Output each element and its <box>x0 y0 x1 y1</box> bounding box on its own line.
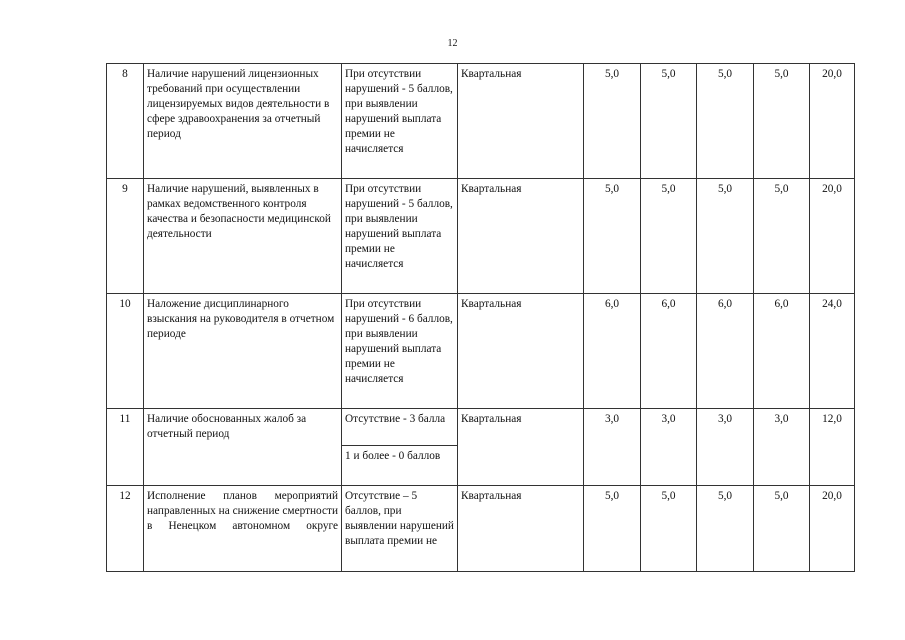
row-number: 9 <box>107 179 144 294</box>
quarter-value-1: 5,0 <box>584 179 641 294</box>
total-value: 20,0 <box>810 179 855 294</box>
criterion-name: Наличие нарушений лицензионных требований при осуществлении лицензируемых видов деятельности в сфере здравоохранения за отчетный период <box>144 64 342 179</box>
table-row <box>107 486 855 572</box>
criteria-table <box>106 63 855 572</box>
quarter-value-2: 5,0 <box>641 486 697 572</box>
criterion-name: Наложение дисциплинарного взыскания на руководителя в отчетном периоде <box>144 294 342 409</box>
scoring-rule: Отсутствие - 3 балла <box>342 409 458 446</box>
table-row <box>107 409 855 446</box>
quarter-value-1: 6,0 <box>584 294 641 409</box>
scoring-rule: При отсутствии нарушений - 5 баллов, при выявлении нарушений выплата премии не начисляется <box>342 64 458 179</box>
quarter-value-3: 5,0 <box>697 64 754 179</box>
frequency: Квартальная <box>458 64 584 179</box>
quarter-value-4: 6,0 <box>754 294 810 409</box>
quarter-value-3: 6,0 <box>697 294 754 409</box>
quarter-value-1: 5,0 <box>584 64 641 179</box>
total-value: 20,0 <box>810 486 855 572</box>
quarter-value-4: 5,0 <box>754 64 810 179</box>
quarter-value-2: 6,0 <box>641 294 697 409</box>
total-value: 12,0 <box>810 409 855 486</box>
table-row <box>107 179 855 294</box>
quarter-value-3: 5,0 <box>697 486 754 572</box>
scoring-rule: Отсутствие – 5 баллов, при выявлении нарушений выплата премии не <box>342 486 458 572</box>
quarter-value-2: 5,0 <box>641 179 697 294</box>
quarter-value-2: 3,0 <box>641 409 697 486</box>
row-number: 12 <box>107 486 144 572</box>
table-row <box>107 64 855 179</box>
table-row <box>107 294 855 409</box>
quarter-value-3: 3,0 <box>697 409 754 486</box>
quarter-value-1: 3,0 <box>584 409 641 486</box>
scoring-rule: При отсутствии нарушений - 6 баллов, при выявлении нарушений выплата премии не начисляется <box>342 294 458 409</box>
frequency: Квартальная <box>458 294 584 409</box>
frequency: Квартальная <box>458 179 584 294</box>
quarter-value-1: 5,0 <box>584 486 641 572</box>
page-number: 12 <box>447 38 458 49</box>
frequency: Квартальная <box>458 486 584 572</box>
row-number: 11 <box>107 409 144 486</box>
criterion-name: Наличие нарушений, выявленных в рамках ведомственного контроля качества и безопасности медицинской деятельности <box>144 179 342 294</box>
quarter-value-3: 5,0 <box>697 179 754 294</box>
quarter-value-2: 5,0 <box>641 64 697 179</box>
row-number: 10 <box>107 294 144 409</box>
total-value: 20,0 <box>810 64 855 179</box>
criterion-name: Наличие обоснованных жалоб за отчетный период <box>144 409 342 486</box>
scoring-rule: При отсутствии нарушений - 5 баллов, при выявлении нарушений выплата премии не начисляется <box>342 179 458 294</box>
total-value: 24,0 <box>810 294 855 409</box>
scoring-rule-secondary: 1 и более - 0 баллов <box>342 446 458 486</box>
quarter-value-4: 5,0 <box>754 179 810 294</box>
frequency: Квартальная <box>458 409 584 486</box>
quarter-value-4: 5,0 <box>754 486 810 572</box>
row-number: 8 <box>107 64 144 179</box>
criterion-name: Исполнение планов мероприятий направленных на снижение смертности в Ненецком автономном округе <box>144 486 342 572</box>
quarter-value-4: 3,0 <box>754 409 810 486</box>
